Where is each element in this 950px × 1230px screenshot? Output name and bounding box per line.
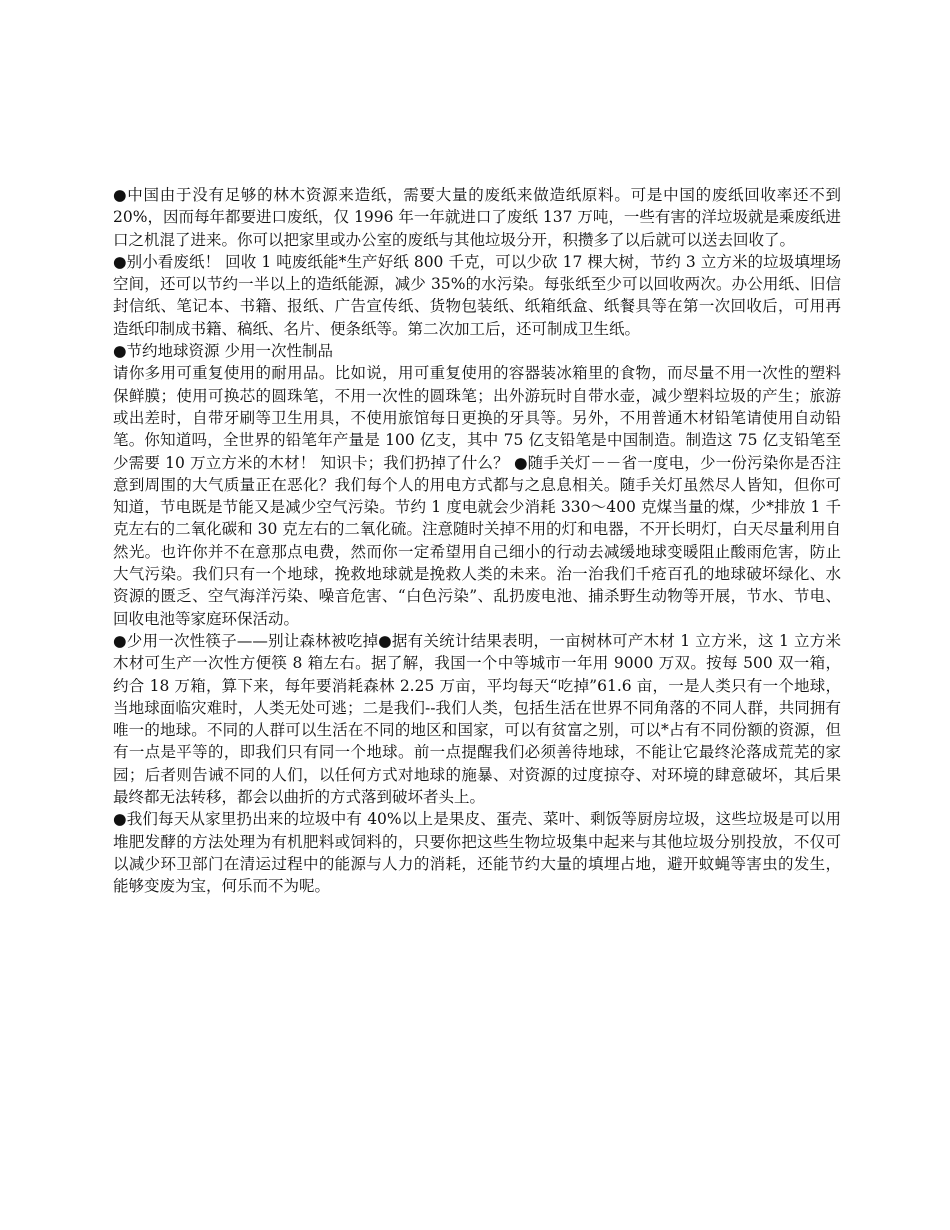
section-heading-disposables: ●节约地球资源 少用一次性制品 [113,342,333,361]
paragraph-kitchen-waste: ●我们每天从家里扔出来的垃圾中有 40%以上是果皮、蛋壳、菜叶、剩饭等厨房垃圾，这些垃圾是可以用堆肥发酵的方法处理为有机肥料或饲料的，只要你把这些生物垃圾集中起来与其他垃圾分别投放，不仅可以减少环卫部门在清运过程中的能源与人力的消耗，还能节约大量的填埋占地，避开蚊蝇等害虫的发生，能够变废为宝，何乐而不为呢。 [113,810,841,896]
paragraph-paper-recycling: ●别小看废纸！ 回收 1 吨废纸能*生产好纸 800 千克，可以少砍 17 棵大树，节约 3 立方米的垃圾填埋场空间，还可以节约一半以上的造纸能源，减少 35%的水污染。每张纸至少可以回收两次。办公用纸、旧信封信纸、笔记本、书籍、报纸、广告宣传纸、货物包装纸、纸箱纸盒、纸餐具等在第一次回收后，可用再造纸印制成书籍、稿纸、名片、便条纸等。第二次加工后，还可制成卫生纸。 [113,252,841,338]
paragraph-disposable-chopsticks: ●少用一次性筷子——别让森林被吃掉●据有关统计结果表明，一亩树林可产木材 1 立方米，这 1 立方米木材可生产一次性方便筷 8 箱左右。据了解，我国一个中等城市一年用 9000 万双。按每 500 双一箱，约合 18 万箱，算下来，每年要消耗森林 2.25 万亩，平均每天“吃掉”61.6 亩，一是人类只有一个地球，当地球面临灾难时，人类无处可逃；二是我们--我们人类，包括生活在世界不同角落的不同人群，共同拥有唯一的地球。不同的人群可以生活在不同的地区和国家，可以有贫富之别，可以*占有不同份额的资源，但有一点是平等的，即我们只有同一个地球。前一点提醒我们必须善待地球，不能让它最终沦落成荒芜的家园；后者则告诫不同的人们，以任何方式对地球的施暴、对资源的过度掠夺、对环境的肆意破坏，其后果最终都无法转移，都会以曲折的方式落到破坏者头上。 [113,631,841,807]
document-body [113,184,841,898]
paragraph-reusable-items: 请你多用可重复使用的耐用品。比如说，用可重复使用的容器装冰箱里的食物，而尽量不用一次性的塑料保鲜膜；使用可换芯的圆珠笔，不用一次性的圆珠笔；出外游玩时自带水壶，减少塑料垃圾的产生；旅游或出差时，自带牙刷等卫生用具，不使用旅馆每日更换的牙具等。另外，不用普通木材铅笔请使用自动铅笔。你知道吗，全世界的铅笔年产量是 100 亿支，其中 75 亿支铅笔是中国制造。制造这 75 亿支铅笔至少需要 10 万立方米的木材！ 知识卡；我们扔掉了什么？ ●随手关灯－－省一度电，少一份污染你是否注意到周围的大气质量正在恶化？我们每个人的用电方式都与之息息相关。随手关灯虽然尽人皆知，但你可知道，节电既是节能又是减少空气污染。节约 1 度电就会少消耗 330～400 克煤当量的煤，少*排放 1 千克左右的二氧化碳和 30 克左右的二氧化硫。注意随时关掉不用的灯和电器，不开长明灯，白天尽量利用自然光。也许你并不在意那点电费，然而你一定希望用自己细小的行动去减缓地球变暖阻止酸雨危害，防止大气污染。我们只有一个地球，挽救地球就是挽救人类的未来。治一治我们千疮百孔的地球破坏绿化、水资源的匮乏、空气海洋污染、噪音危害、“白色污染”、乱扔废电池、捕杀野生动物等开展，节水、节电、回收电池等家庭环保活动。 [113,364,841,628]
paragraph-waste-paper-import: ●中国由于没有足够的林木资源来造纸，需要大量的废纸来做造纸原料。可是中国的废纸回收率还不到 20%，因而每年都要进口废纸，仅 1996 年一年就进口了废纸 137 万吨，一些有害的洋垃圾就是乘废纸进口之机混了进来。你可以把家里或办公室的废纸与其他垃圾分开，积攒多了以后就可以送去回收了。 [113,186,841,249]
